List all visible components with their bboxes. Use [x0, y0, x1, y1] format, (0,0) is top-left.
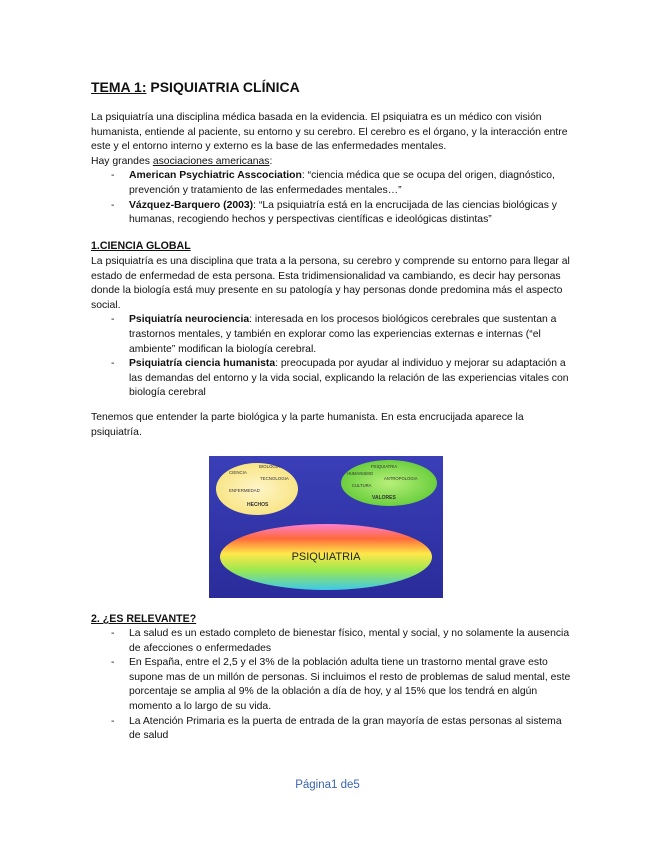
item-text: : “La psiquiatría está en la encrucijada de las ciencias biológicas y humanas, recogiendo hechos y perspectivas científicas e ideológicas distintas”	[129, 199, 557, 226]
title-tema: TEMA 1:	[91, 79, 147, 95]
page-title	[91, 79, 300, 95]
section1-closing-paragraph: Tenemos que entender la parte biológica y la parte humanista. En esta encrucijada aparece la psiquiatría.	[91, 412, 524, 438]
green-word-humanismo: HUMANISMO	[347, 471, 374, 476]
list-item: - La salud es un estado completo de bienestar físico, mental y social, y no solamente la ausencia de afecciones o enfermedades	[91, 627, 571, 656]
center-label: PSIQUIATRIA	[291, 551, 361, 563]
section1-closing	[91, 411, 571, 440]
associations-list	[91, 169, 571, 227]
green-word-psiquiatria: PSIQUIATRIA	[371, 464, 398, 469]
associations-line	[91, 155, 571, 170]
list-item: - La Atención Primaria es la puerta de entrada de la gran mayoría de estas personas al sistema de salud	[91, 715, 571, 744]
section2-list	[91, 627, 571, 744]
psiquiatria-diagram	[209, 456, 443, 598]
list-item	[91, 313, 571, 357]
green-word-cultura: CULTURA	[352, 483, 372, 488]
hechos-label: HECHOS	[247, 502, 269, 508]
list-item	[91, 169, 571, 198]
list-item	[91, 357, 571, 401]
section1-list	[91, 313, 571, 401]
page-footer: Página1 de5	[295, 779, 360, 791]
section-heading-ciencia-global: 1.CIENCIA GLOBAL	[91, 240, 191, 252]
section1-block	[91, 255, 571, 401]
associations-pre: Hay grandes	[91, 155, 153, 167]
item-text: : “ciencia médica que se ocupa del origen, diagnóstico, prevención y tratamiento de las enfermedades mentales…”	[129, 170, 555, 196]
item-bold: Vázquez-Barquero (2003)	[129, 199, 254, 211]
green-word-antropologia: ANTROPOLOGIA	[384, 476, 418, 481]
yellow-word-tecnologia: TECNOLOGIA	[260, 476, 289, 481]
yellow-word-ciencia: CIENCIA	[229, 470, 247, 475]
list-item: - En España, entre el 2,5 y el 3% de la población adulta tiene un trastorno mental grave esto supone mas de un millón de personas. Si incluimos el resto de problemas de salud mental, este porcentaje se amplia al 9% de la oblación a día de hoy, y al 15% que los tendrá en algún momento a lo largo de su vida.	[91, 656, 571, 714]
title-text: PSIQUIATRIA CLÍNICA	[146, 79, 300, 95]
valores-label: VALORES	[372, 495, 396, 501]
item-bold: Psiquiatría neurociencia	[129, 314, 250, 326]
section-heading-relevante: 2. ¿ES RELEVANTE?	[91, 613, 197, 625]
list-item	[91, 199, 571, 228]
diagram-svg	[209, 456, 443, 598]
intro-block	[91, 111, 571, 228]
yellow-word-enfermedad: ENFERMEDAD	[229, 488, 260, 493]
yellow-word-biologia: BIOLOGIA	[259, 464, 280, 469]
intro-paragraph: La psiquiatría una disciplina médica basada en la evidencia. El psiquiatra es un médico con visión humanista, entiende al paciente, su entorno y su cerebro. El cerebro es el órgano, y la interacción entre este y el entorno interno y externo es la base de las enfermedades mentales.	[91, 112, 568, 153]
associations-link-text: asociaciones americanas	[152, 155, 270, 167]
item-bold: Psiquiatría ciencia humanista	[129, 358, 276, 370]
item-text: : interesada en los procesos biológicos cerebrales que sustentan a trastornos mentales, y también en explorar como las experiencias externas e internas (“el ambiente” modifican la biología cerebral.	[129, 314, 557, 355]
section1-paragraph: La psiquiatría es una disciplina que trata a la persona, su cerebro y comprende su entorno para llegar al estado de enfermedad de esta persona. Esta tridimensionalidad va cambiando, es decir hay personas donde la biología está muy presente en su patología y hay personas donde predomina más el aspecto social.	[91, 256, 570, 311]
item-text: : preocupada por ayudar al individuo y mejorar su adaptación a las demandas del entorno y la vida social, explicando la relación de las experiencias vitales con biología cerebral	[129, 358, 569, 399]
section2-block	[91, 627, 571, 744]
associations-post: :	[269, 155, 273, 167]
item-bold: American Psychiatric Asscociation	[129, 170, 302, 182]
